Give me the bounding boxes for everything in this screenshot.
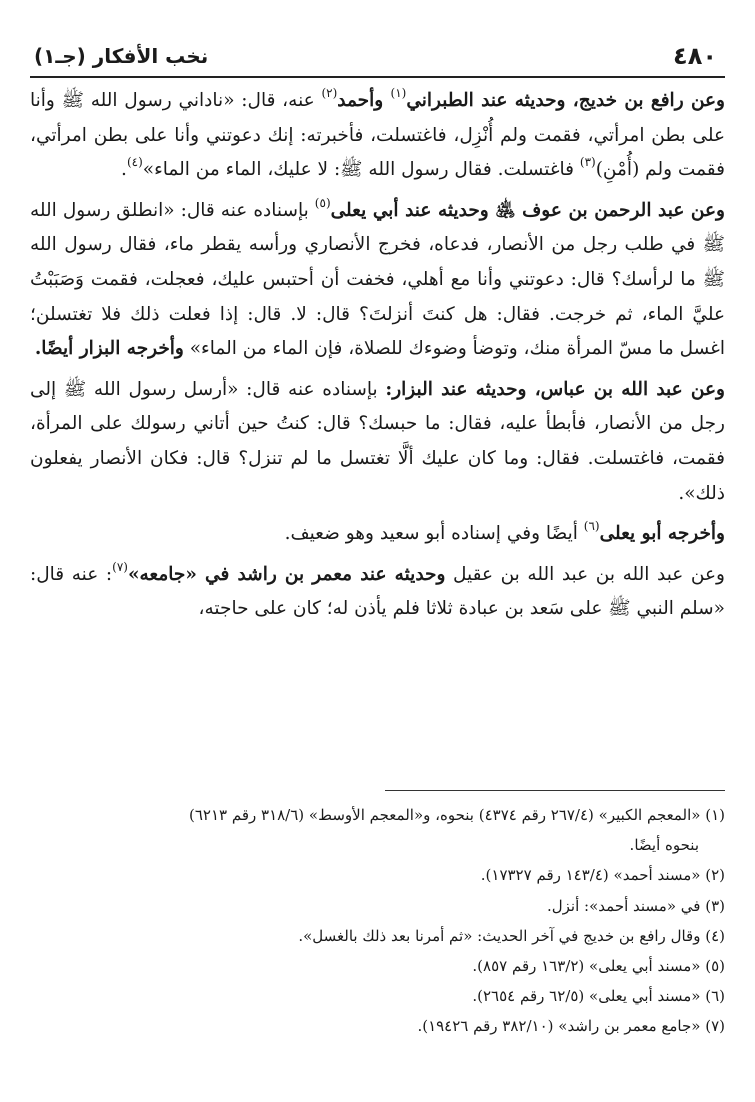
- paragraph-text: .: [121, 159, 127, 181]
- paragraph-text: بإسناده عنه قال: «أرسل رسول الله ﷺ إلى رجل من الأنصار، فأبطأ عليه، فقال: ما حبسك؟ قال: كنتُ حين أتاني رسولك على المرأة، فقمت، فاغتسلت. فقال: وما كان عليك ألَّا تغتسل ما لم تنزل؟ قال: فكان الأنصار يفعلون ذلك».: [30, 378, 725, 504]
- bold-heading: وعن رافع بن خديج، وحديثه عند الطبراني: [406, 90, 725, 111]
- footnote-ref: (٦): [583, 519, 600, 534]
- footnote-6: (٦) «مسند أبي يعلى» (٦٢/٥ رقم ٢٦٥٤).: [472, 987, 725, 1006]
- paragraph-muammar: [30, 558, 725, 627]
- footnote-1-cont: بنحوه أيضًا.: [629, 836, 699, 855]
- paragraph-text: فاغتسلت. فقال رسول الله ﷺ: لا عليك، الماء من الماء»: [142, 159, 580, 181]
- footnote-ref: (٧): [112, 559, 128, 574]
- paragraph-abdulrahman: [30, 194, 725, 367]
- paragraph-text: عنه، قال: «ناداني رسول الله ﷺ وأنا على بطن امرأتي، فقمت ولم أُنْزِل، فاغتسلت، فأخبرته: إنك دعوتني وأنا على بطن امرأتي، فقمت ولم (أُمْنِ): [30, 90, 725, 181]
- footnote-ref: (٤): [126, 155, 143, 170]
- main-text: [30, 84, 725, 627]
- paragraph-rafi: [30, 84, 725, 188]
- bold-heading: وحديثه عند معمر بن راشد في «جامعه»: [127, 563, 446, 585]
- footnote-7: (٧) «جامع معمر بن راشد» (٣٨٢/١٠ رقم ١٩٤٢٦).: [417, 1017, 725, 1036]
- footnote-ref: (١): [390, 86, 407, 100]
- page-header: [30, 40, 725, 70]
- footnote-rule: [385, 790, 725, 791]
- paragraph-text: بإسناده عنه قال: «انطلق رسول الله ﷺ في طلب رجل من الأنصار، فدعاه، فخرج الأنصاري ورأسه يقطر ماء، فقال رسول الله ﷺ ما لرأسك؟ قال: دعوتني وأنا مع أهلي، فخفت أن أحتبس عليك، فعجلت، فقمت وَصَبَبْتُ عليَّ الماء، ثم خرجت. فقال: هل كنتَ أنزلتَ؟ قال: لا. قال: إذا فعلت ذلك فلا تغتسلن؛ اغسل ما مسّ المرأة منك، وتوضأ وضوءك للصلاة، فإن الماء من الماء»: [30, 199, 725, 360]
- footnotes: [30, 800, 725, 1042]
- page-number: ٤٨٠: [673, 42, 717, 70]
- footnote-5: (٥) «مسند أبي يعلى» (١٦٣/٢ رقم ٨٥٧).: [472, 957, 725, 976]
- paragraph-text: أيضًا وفي إسناده أبو سعيد وهو ضعيف.: [284, 523, 584, 545]
- bold-heading: وعن عبد الرحمن بن عوف ﵁ وحديثه عند أبي يعلى: [330, 199, 725, 221]
- footnote-4: (٤) وقال رافع بن خديج في آخر الحديث: «ثم أمرنا بعد ذلك بالغسل».: [298, 926, 725, 945]
- bold-heading: وأخرجه البزار أيضًا.: [34, 338, 184, 360]
- paragraph-ibn-abbas: [30, 373, 725, 511]
- bold-heading: وأخرجه أبو يعلى: [599, 523, 725, 545]
- bold-heading: وعن عبد الله بن عباس، وحديثه عند البزار:: [385, 378, 725, 400]
- paragraph-abu-yala: [30, 517, 725, 552]
- paragraph-text: وعن عبد الله بن عبد الله بن عقيل: [445, 563, 725, 585]
- footnote-ref: (٥): [314, 195, 331, 210]
- footnote-ref: (٣): [579, 155, 596, 170]
- header-rule: [30, 76, 725, 78]
- footnote-3: (٣) في «مسند أحمد»: أنزل.: [546, 896, 725, 915]
- running-title: نخب الأفكار (جـ١): [34, 44, 209, 68]
- bold-heading: وأحمد: [337, 90, 391, 111]
- paragraph-text: : عنه قال: «سلم النبي ﷺ على سَعد بن عبادة ثلاثا فلم يأذن له؛ كان على حاجته،: [30, 563, 725, 620]
- footnote-2: (٢) «مسند أحمد» (١٤٣/٤ رقم ١٧٣٢٧).: [480, 866, 725, 885]
- footnote-ref: (٢): [321, 86, 338, 100]
- footnote-1: (١) «المعجم الكبير» (٢٦٧/٤ رقم ٤٣٧٤) بنحوه، و«المعجم الأوسط» (٣١٨/٦ رقم ٦٢١٣): [188, 806, 725, 824]
